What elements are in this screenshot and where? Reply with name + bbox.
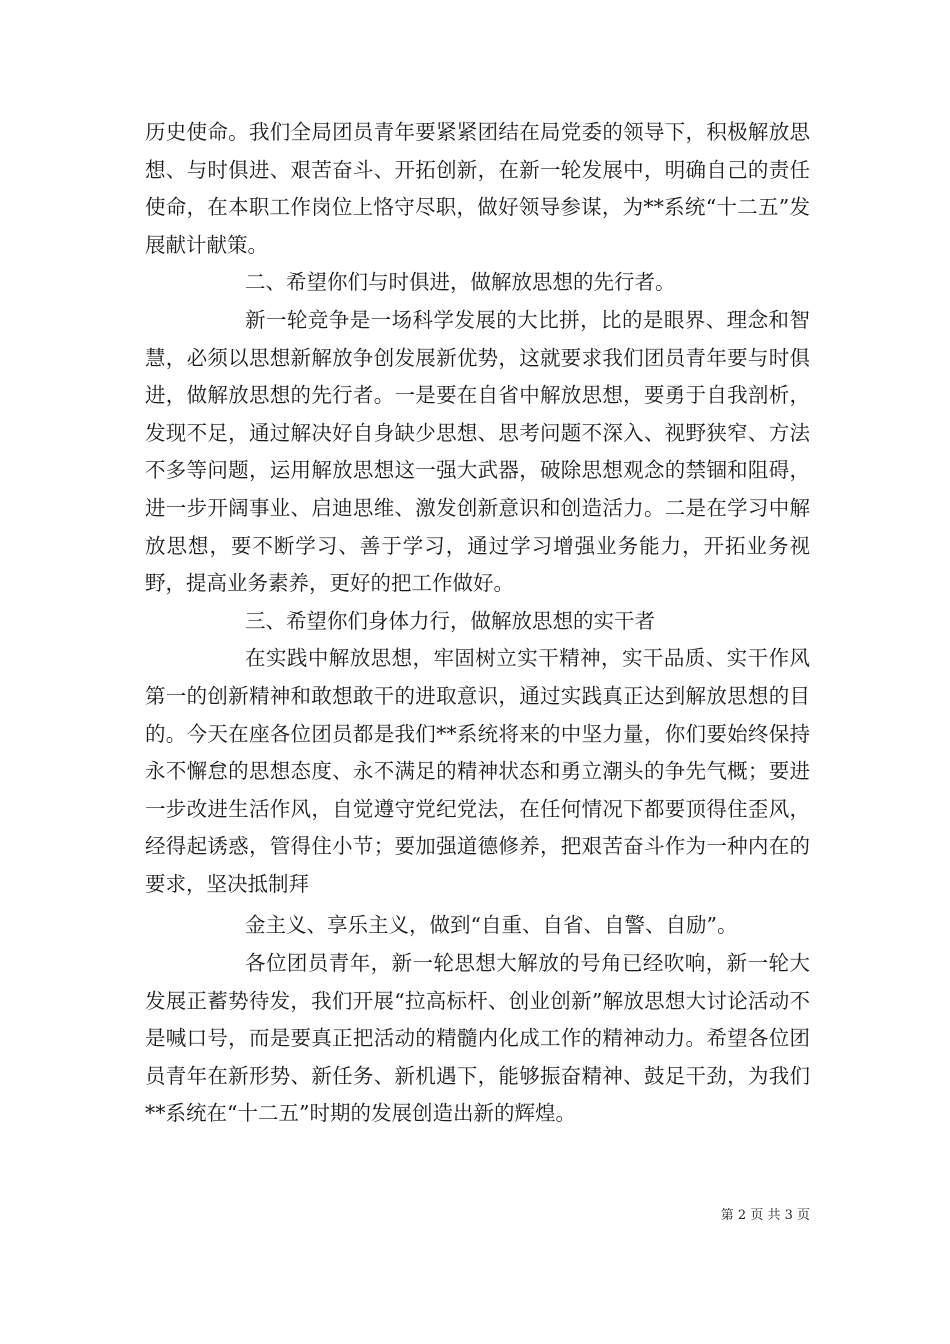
paragraph-section-3-continued: 金主义、享乐主义，做到“自重、自省、自警、自励”。 [245,913,738,938]
section-heading-3: 三、希望你们身体力行，做解放思想的实干者 [245,608,655,633]
paragraph-closing: 各位团员青年，新一轮思想大解放的号角已经吹响，新一轮大发展正蓄势待发，我们开展“拉高标杆、创业创新”解放思想大讨论活动不是喊口号，而是要真正把活动的精髓内化成工作的精神动力。希望各位团员青年在新形势、新任务、新机遇下，能够振奋精神、鼓足干劲，为我们**系统在“十二五”时期的发展创造出新的辉煌。 [145,951,810,1126]
document-body [145,114,810,1133]
page-number-footer: 第 2 页 共 3 页 [720,1208,810,1223]
paragraph-section-3: 在实践中解放思想，牢固树立实干精神，实干品质、实干作风第一的创新精神和敢想敢干的进取意识，通过实践真正达到解放思想的目的。今天在座各位团员都是我们**系统将来的中坚力量，你们要始终保持永不懈怠的思想态度、永不满足的精神状态和勇立潮头的争先气概；要进一步改进生活作风，自觉遵守党纪党法，在任何情况下都要顶得住歪风，经得起诱惑，管得住小节；要加强道德修养，把艰苦奋斗作为一种内在的要求，坚决抵制拜 [145,646,810,896]
paragraph-continuation: 历史使命。我们全局团员青年要紧紧团结在局党委的领导下，积极解放思想、与时俱进、艰苦奋斗、开拓创新，在新一轮发展中，明确自己的责任使命，在本职工作岗位上恪守尽职，做好领导参谋，为**系统“十二五”发展献计献策。 [145,120,810,257]
paragraph-section-2: 新一轮竞争是一场科学发展的大比拼，比的是眼界、理念和智慧，必须以思想新解放争创发展新优势，这就要求我们团员青年要与时俱进，做解放思想的先行者。一是要在自省中解放思想，要勇于自我剖析，发现不足，通过解决好自身缺少思想、思考问题不深入、视野狭窄、方法不多等问题，运用解放思想这一强大武器，破除思想观念的禁锢和阻碍，进一步开阔事业、启迪思维、激发创新意识和创造活力。二是在学习中解放思想，要不断学习、善于学习，通过学习增强业务能力，开拓业务视野，提高业务素养，更好的把工作做好。 [145,307,810,596]
section-heading-2: 二、希望你们与时俱进，做解放思想的先行者。 [245,270,676,295]
